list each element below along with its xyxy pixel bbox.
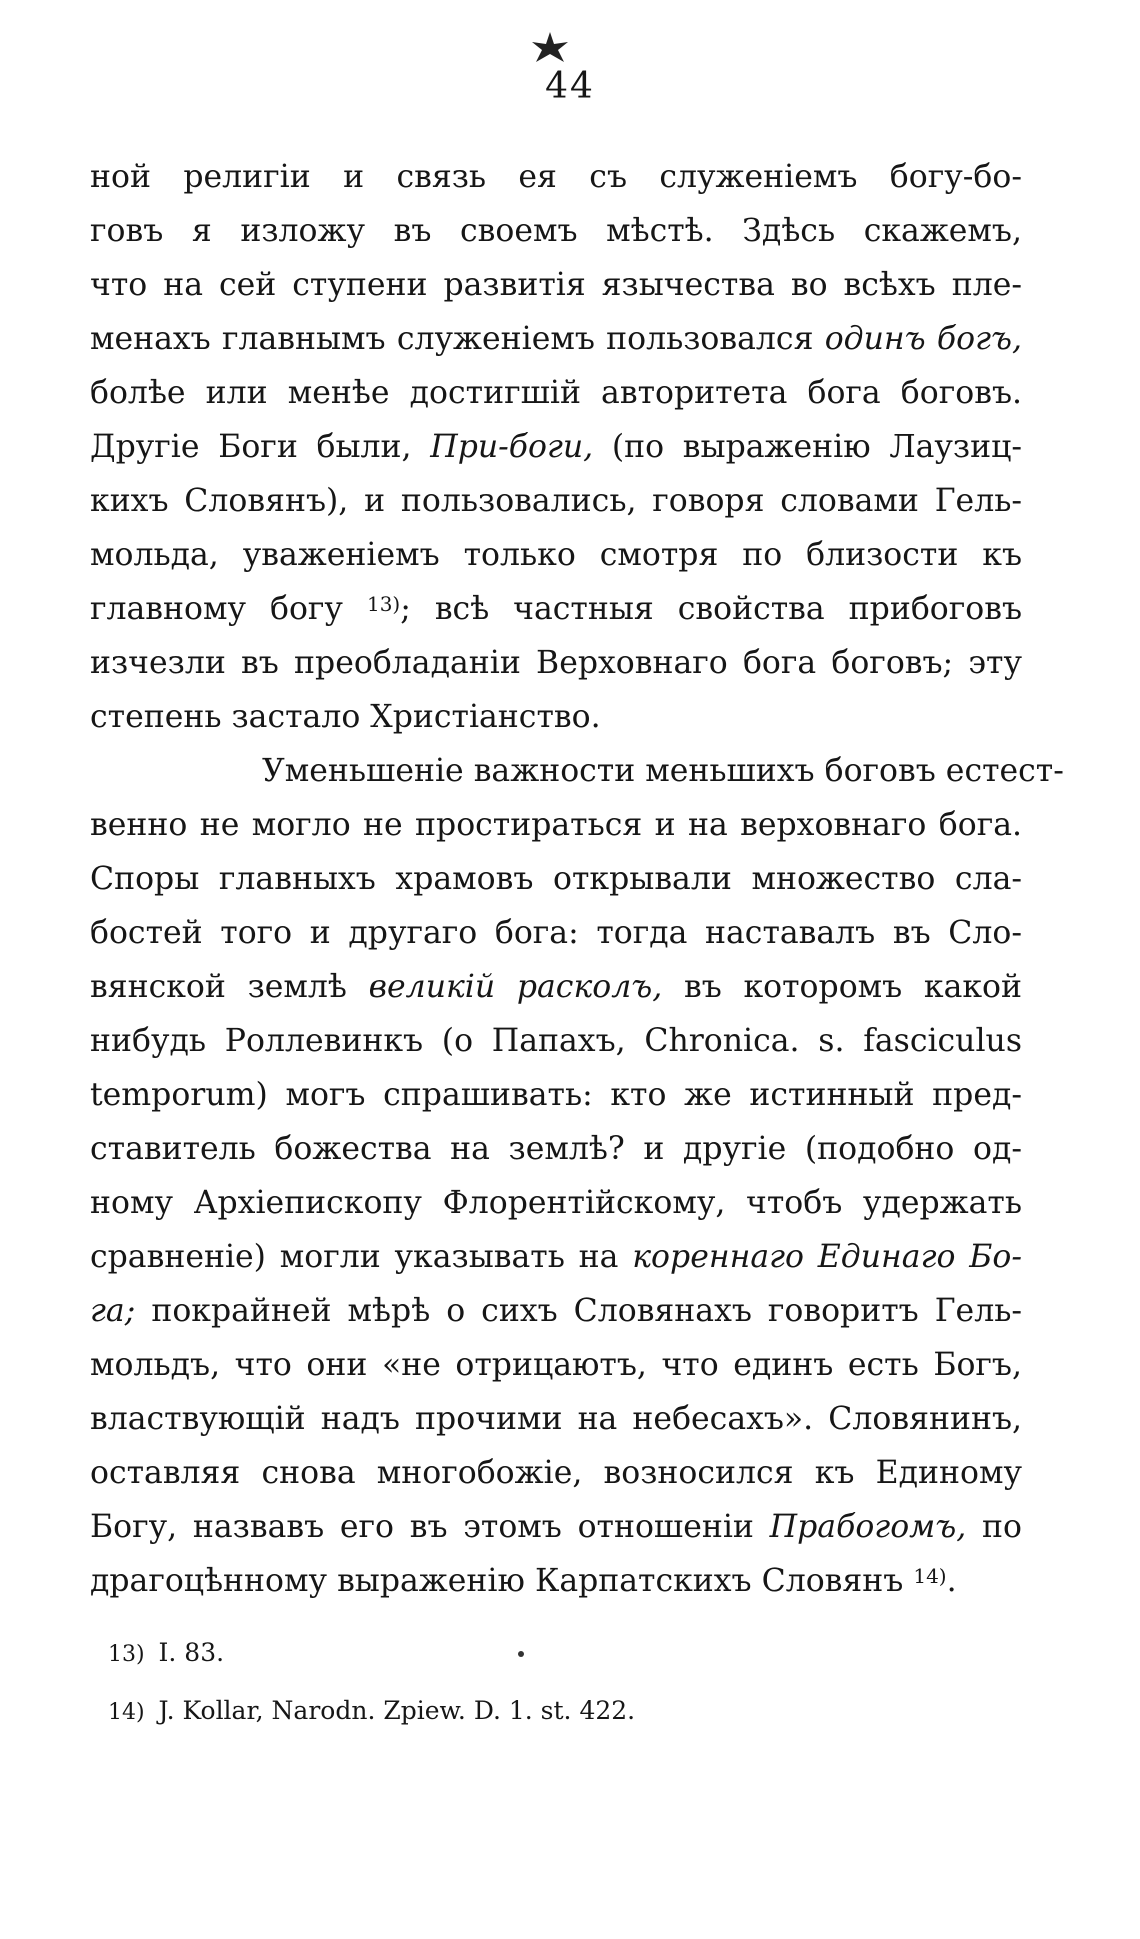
text-line: мольда, уваженіемъ только смотря по близости къ: [90, 537, 1022, 573]
text-line: кихъ Словянъ), и пользовались, говоря словами Гель-: [90, 483, 1022, 519]
italic-phrase: одинъ богъ,: [824, 321, 1023, 357]
text-line: [90, 582, 1022, 636]
text-fragment: въ которомъ какой: [684, 969, 1023, 1005]
text-line: мольдъ, что они «не отрицаютъ, что единъ есть Богъ,: [90, 1347, 1022, 1383]
text-fragment: главному богу: [90, 591, 343, 627]
text-line: Другіе Боги были, При-боги, (по выраженію Лаузиц-: [90, 429, 1022, 465]
text-line: нибудь Роллевинкъ (о Папахъ, Chronica. s. fasciculus: [90, 1023, 1022, 1059]
text-line: [90, 1284, 1022, 1338]
footnote-number: 13): [108, 1642, 145, 1667]
text-line: говъ я изложу въ своемъ мѣстѣ. Здѣсь скажемъ,: [90, 213, 1022, 249]
text-line: [90, 1230, 1022, 1284]
text-line: temporum) могъ спрашивать: кто же истинный пред-: [90, 1077, 1022, 1113]
text-fragment: покрайней мѣрѣ о сихъ Словянахъ говоритъ Гель-: [151, 1293, 1022, 1329]
body-text: [90, 150, 1064, 1608]
text-line: [90, 960, 1022, 1014]
italic-phrase: При-боги,: [430, 429, 594, 465]
text-line: венно не могло не простираться и на верховнаго бога.: [90, 807, 1022, 843]
text-line: [90, 1500, 1022, 1554]
text-fragment: менахъ главнымъ служеніемъ пользовался: [90, 321, 814, 357]
italic-phrase: кореннаго Единаго Бо-: [632, 1239, 1023, 1275]
page-number: 44: [545, 66, 595, 107]
ornament-icon: [524, 30, 576, 64]
footnote-ref: 14): [913, 1564, 947, 1588]
print-speck: [518, 1651, 524, 1657]
text-line: изчезли въ преобладаніи Верховнаго бога боговъ; эту: [90, 645, 1022, 681]
footnote-text: J. Kollar, Narodn. Zpiew. D. 1. st. 422.: [158, 1696, 636, 1725]
paragraph-1: [90, 150, 1022, 744]
text-fragment: Другіе Боги были: [90, 429, 402, 465]
footnote-number: 14): [108, 1700, 145, 1725]
text-line: болѣе или менѣе достигшій авторитета бога боговъ.: [90, 375, 1022, 411]
text-line: оставляя снова многобожіе, возносился къ Единому: [90, 1455, 1022, 1491]
italic-phrase: Прабогомъ,: [769, 1509, 967, 1545]
text-line: ной религіи и связь ея съ служеніемъ богу-бо-: [90, 159, 1022, 195]
footnote-text: I. 83.: [158, 1638, 225, 1667]
footnotes: [108, 1625, 1008, 1741]
footnote-13: [108, 1625, 1008, 1683]
text-line: властвующій надъ прочими на небесахъ». Словянинъ,: [90, 1401, 1022, 1437]
text-line: ставитель божества на землѣ? и другіе (подобно од-: [90, 1131, 1022, 1167]
italic-phrase: га;: [90, 1293, 136, 1329]
text-fragment: .: [946, 1563, 957, 1599]
text-fragment: Богу, назвавъ его въ этомъ отношеніи: [90, 1509, 754, 1545]
footnote-ref: 13): [366, 592, 401, 616]
text-fragment: ; всѣ частныя свойства прибоговъ: [400, 591, 1022, 627]
text-fragment: по: [982, 1509, 1023, 1545]
text-line: степень застало Христіанство.: [90, 699, 601, 735]
text-line: бостей того и другаго бога: тогда наставалъ въ Сло-: [90, 915, 1022, 951]
italic-phrase: великій расколъ,: [368, 969, 663, 1005]
footnote-14: [108, 1683, 1008, 1741]
text-fragment: (по выраженію Лаузиц-: [611, 429, 1022, 465]
paragraph-2: [90, 744, 1064, 1608]
text-line: [90, 312, 1022, 366]
text-line: что на сей ступени развитія язычества во всѣхъ пле-: [90, 267, 1022, 303]
text-line: [90, 1554, 1022, 1608]
text-fragment: вянской землѣ: [90, 969, 347, 1005]
text-line: Споры главныхъ храмовъ открывали множество сла-: [90, 861, 1022, 897]
text-line: Уменьшеніе важности меньшихъ боговъ естест-: [262, 753, 1064, 789]
text-fragment: драгоцѣнному выраженію Карпатскихъ Словянъ: [90, 1563, 904, 1599]
text-fragment: сравненіе) могли указывать на: [90, 1239, 619, 1275]
text-line: ному Архіепископу Флорентійскому, чтобъ удержать: [90, 1185, 1022, 1221]
